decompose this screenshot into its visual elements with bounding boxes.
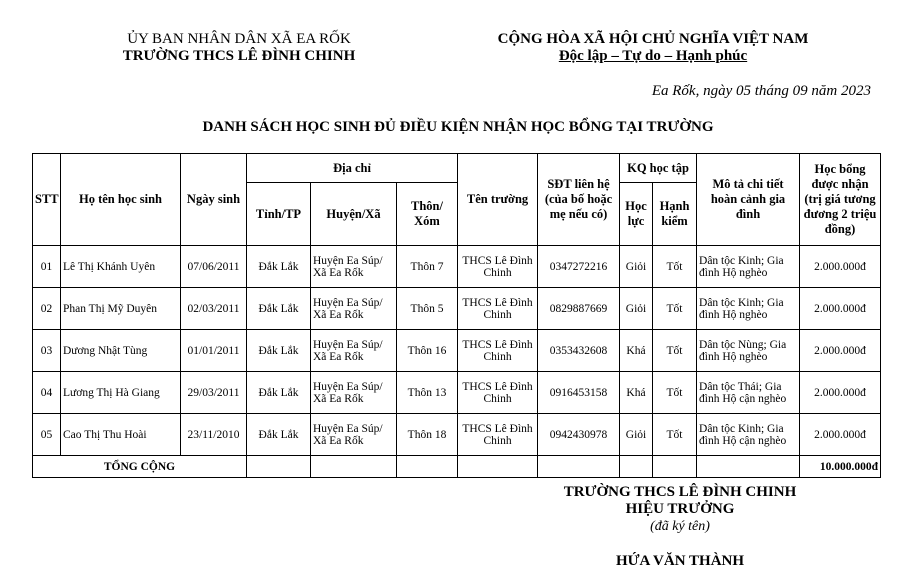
total-amount: 10.000.000đ	[800, 456, 881, 478]
cell-village: Thôn 7	[397, 246, 458, 288]
cell-academic: Khá	[620, 330, 653, 372]
cell-amount: 2.000.000đ	[800, 288, 881, 330]
cell-stt: 05	[33, 414, 61, 456]
table-row	[33, 330, 881, 372]
date-line: Ea Rốk, ngày 05 tháng 09 năm 2023	[651, 83, 871, 99]
cell-name: Lê Thị Khánh Uyên	[61, 246, 181, 288]
cell-academic: Giỏi	[620, 288, 653, 330]
cell-amount: 2.000.000đ	[800, 372, 881, 414]
header-stt: STT	[33, 154, 61, 246]
cell-academic: Khá	[620, 372, 653, 414]
table-row	[33, 372, 881, 414]
total-row	[33, 456, 881, 478]
header-phone: SĐT liên hệ (của bố hoặc mẹ nếu có)	[538, 154, 620, 246]
signature-note: (đã ký tên)	[650, 519, 710, 534]
cell-school: THCS Lê Đình Chinh	[458, 372, 538, 414]
header-school: Tên trường	[458, 154, 538, 246]
cell-stt: 04	[33, 372, 61, 414]
cell-phone: 0916453158	[538, 372, 620, 414]
scholarship-table	[32, 153, 881, 478]
document-title: DANH SÁCH HỌC SINH ĐỦ ĐIỀU KIỆN NHẬN HỌC BỔNG TẠI TRƯỜNG	[202, 119, 714, 135]
cell-village: Thôn 18	[397, 414, 458, 456]
header-result: KQ học tập	[620, 154, 697, 183]
cell-description: Dân tộc Nùng; Gia đình Hộ nghèo	[697, 330, 800, 372]
table-row	[33, 246, 881, 288]
cell-village: Thôn 16	[397, 330, 458, 372]
cell-name: Dương Nhật Tùng	[61, 330, 181, 372]
cell-name: Lương Thị Hà Giang	[61, 372, 181, 414]
cell-name: Phan Thị Mỹ Duyên	[61, 288, 181, 330]
signature-school: TRƯỜNG THCS LÊ ĐÌNH CHINH	[563, 484, 797, 500]
table-row	[33, 414, 881, 456]
cell-dob: 29/03/2011	[181, 372, 247, 414]
cell-conduct: Tốt	[653, 414, 697, 456]
header-district: Huyện/Xã	[311, 183, 397, 246]
cell-village: Thôn 13	[397, 372, 458, 414]
header-address: Địa chỉ	[247, 154, 458, 183]
cell-amount: 2.000.000đ	[800, 330, 881, 372]
cell-village: Thôn 5	[397, 288, 458, 330]
cell-amount: 2.000.000đ	[800, 414, 881, 456]
header-name: Họ tên học sinh	[61, 154, 181, 246]
cell-province: Đắk Lắk	[247, 246, 311, 288]
total-label: TỔNG CỘNG	[33, 456, 247, 478]
cell-description: Dân tộc Thái; Gia đình Hộ cận nghèo	[697, 372, 800, 414]
cell-academic: Giỏi	[620, 414, 653, 456]
cell-phone: 0353432608	[538, 330, 620, 372]
cell-dob: 07/06/2011	[181, 246, 247, 288]
cell-conduct: Tốt	[653, 330, 697, 372]
cell-phone: 0347272216	[538, 246, 620, 288]
cell-province: Đắk Lắk	[247, 330, 311, 372]
cell-conduct: Tốt	[653, 246, 697, 288]
cell-description: Dân tộc Kinh; Gia đình Hộ cận nghèo	[697, 414, 800, 456]
cell-province: Đắk Lắk	[247, 414, 311, 456]
signature-name: HỨA VĂN THÀNH	[615, 553, 745, 569]
header-province: Tỉnh/TP	[247, 183, 311, 246]
cell-district: Huyện Ea Súp/ Xã Ea Rốk	[311, 372, 397, 414]
cell-district: Huyện Ea Súp/ Xã Ea Rốk	[311, 288, 397, 330]
cell-district: Huyện Ea Súp/ Xã Ea Rốk	[311, 330, 397, 372]
header-conduct: Hạnh kiểm	[653, 183, 697, 246]
header-country: CỘNG HÒA XÃ HỘI CHỦ NGHĨA VIỆT NAM	[497, 31, 809, 47]
cell-dob: 01/01/2011	[181, 330, 247, 372]
header-school: TRƯỜNG THCS LÊ ĐÌNH CHINH	[122, 48, 356, 64]
cell-school: THCS Lê Đình Chinh	[458, 288, 538, 330]
header-description: Mô tả chi tiết hoàn cảnh gia đình	[697, 154, 800, 246]
cell-conduct: Tốt	[653, 372, 697, 414]
cell-phone: 0829887669	[538, 288, 620, 330]
header-academic: Học lực	[620, 183, 653, 246]
cell-amount: 2.000.000đ	[800, 246, 881, 288]
cell-province: Đắk Lắk	[247, 372, 311, 414]
cell-province: Đắk Lắk	[247, 288, 311, 330]
header-scholarship: Học bổng được nhận (trị giá tương đương 2 triệu đồng)	[800, 154, 881, 246]
cell-description: Dân tộc Kinh; Gia đình Hộ nghèo	[697, 288, 800, 330]
cell-phone: 0942430978	[538, 414, 620, 456]
header-left	[108, 31, 370, 65]
cell-academic: Giỏi	[620, 246, 653, 288]
cell-school: THCS Lê Đình Chinh	[458, 414, 538, 456]
cell-district: Huyện Ea Súp/ Xã Ea Rốk	[311, 414, 397, 456]
header-authority: ỦY BAN NHÂN DÂN XÃ EA RỐK	[127, 31, 351, 47]
table-row	[33, 288, 881, 330]
cell-conduct: Tốt	[653, 288, 697, 330]
header-village: Thôn/ Xóm	[397, 183, 458, 246]
cell-school: THCS Lê Đình Chinh	[458, 246, 538, 288]
cell-name: Cao Thị Thu Hoài	[61, 414, 181, 456]
header-dob: Ngày sinh	[181, 154, 247, 246]
header-right	[478, 31, 828, 65]
cell-school: THCS Lê Đình Chinh	[458, 330, 538, 372]
cell-district: Huyện Ea Súp/ Xã Ea Rốk	[311, 246, 397, 288]
cell-stt: 01	[33, 246, 61, 288]
cell-dob: 23/11/2010	[181, 414, 247, 456]
cell-description: Dân tộc Kinh; Gia đình Hộ nghèo	[697, 246, 800, 288]
signature-position: HIỆU TRƯỞNG	[625, 501, 735, 517]
cell-dob: 02/03/2011	[181, 288, 247, 330]
cell-stt: 03	[33, 330, 61, 372]
cell-stt: 02	[33, 288, 61, 330]
header-motto: Độc lập – Tự do – Hạnh phúc	[558, 48, 748, 64]
